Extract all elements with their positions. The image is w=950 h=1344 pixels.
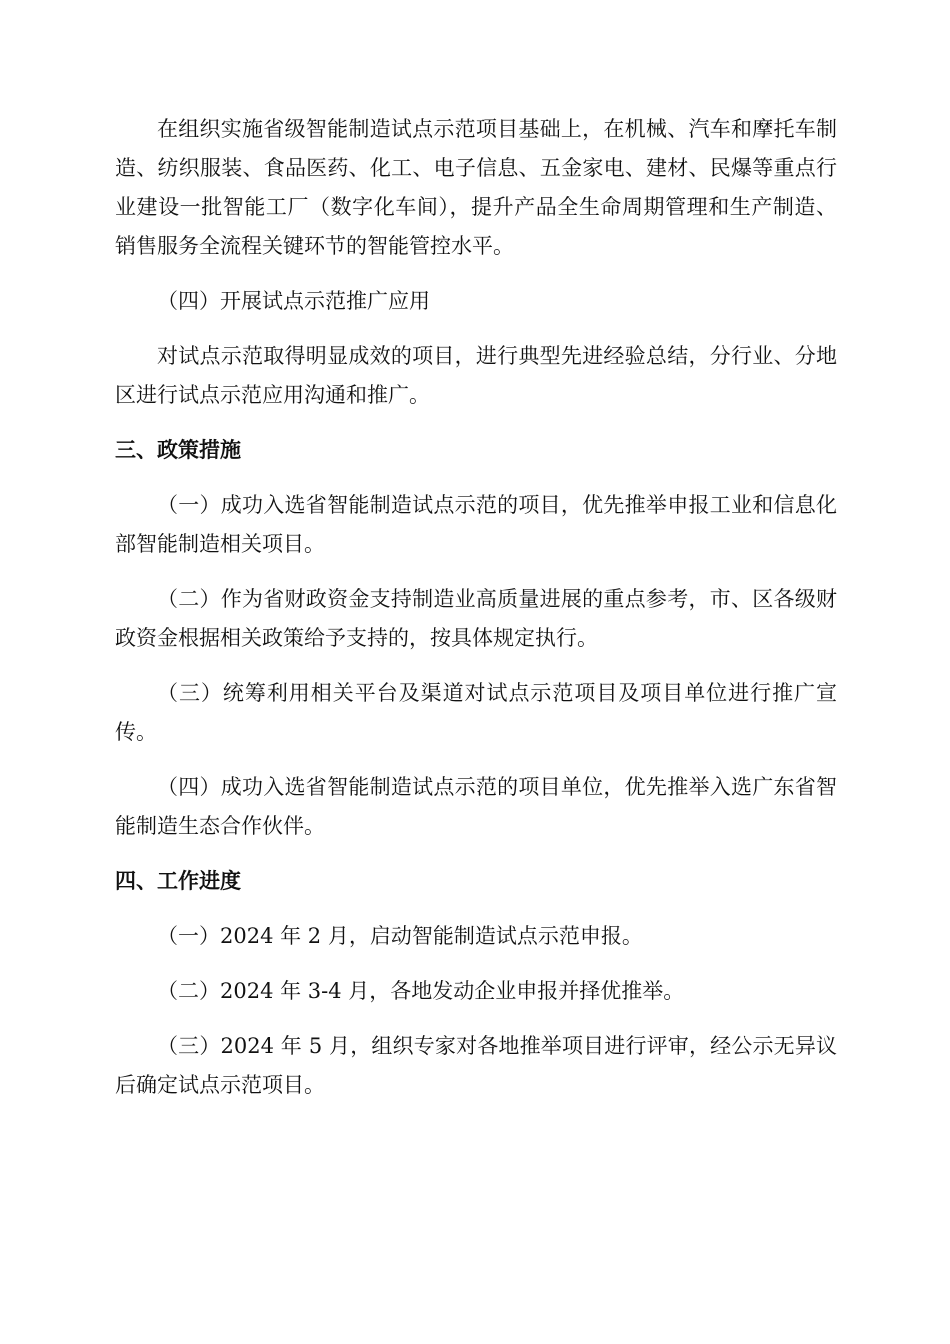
section-3-heading: 三、政策措施 <box>115 438 241 462</box>
section-4-heading: 四、工作进度 <box>115 869 241 893</box>
section-4-item: （二）2024 年 3-4 月，各地发动企业申报并择优推举。 <box>157 979 685 1003</box>
section-4-item: （一）2024 年 2 月，启动智能制造试点示范申报。 <box>157 924 643 948</box>
document-page <box>115 110 837 1105</box>
section-3-item: （三）统筹利用相关平台及渠道对试点示范项目及项目单位进行推广宣传。 <box>115 681 837 744</box>
section-4-item: （三）2024 年 5 月，组织专家对各地推举项目进行评审，经公示无异议后确定试点示范项目。 <box>115 1034 837 1097</box>
section-3-item: （四）成功入选省智能制造试点示范的项目单位，优先推举入选广东省智能制造生态合作伙伴。 <box>115 775 837 838</box>
section-3-item: （二）作为省财政资金支持制造业高质量进展的重点参考，市、区各级财政资金根据相关政策给予支持的，按具体规定执行。 <box>115 587 837 650</box>
subsection-4-body: 对试点示范取得明显成效的项目，进行典型先进经验总结，分行业、分地区进行试点示范应用沟通和推广。 <box>115 344 837 407</box>
section-3-item: （一）成功入选省智能制造试点示范的项目，优先推举申报工业和信息化部智能制造相关项目。 <box>115 493 837 556</box>
subsection-4-title: （四）开展试点示范推广应用 <box>157 289 430 313</box>
intro-paragraph: 在组织实施省级智能制造试点示范项目基础上，在机械、汽车和摩托车制造、纺织服装、食品医药、化工、电子信息、五金家电、建材、民爆等重点行业建设一批智能工厂（数字化车间），提升产品全生命周期管理和生产制造、销售服务全流程关键环节的智能管控水平。 <box>115 117 837 258</box>
